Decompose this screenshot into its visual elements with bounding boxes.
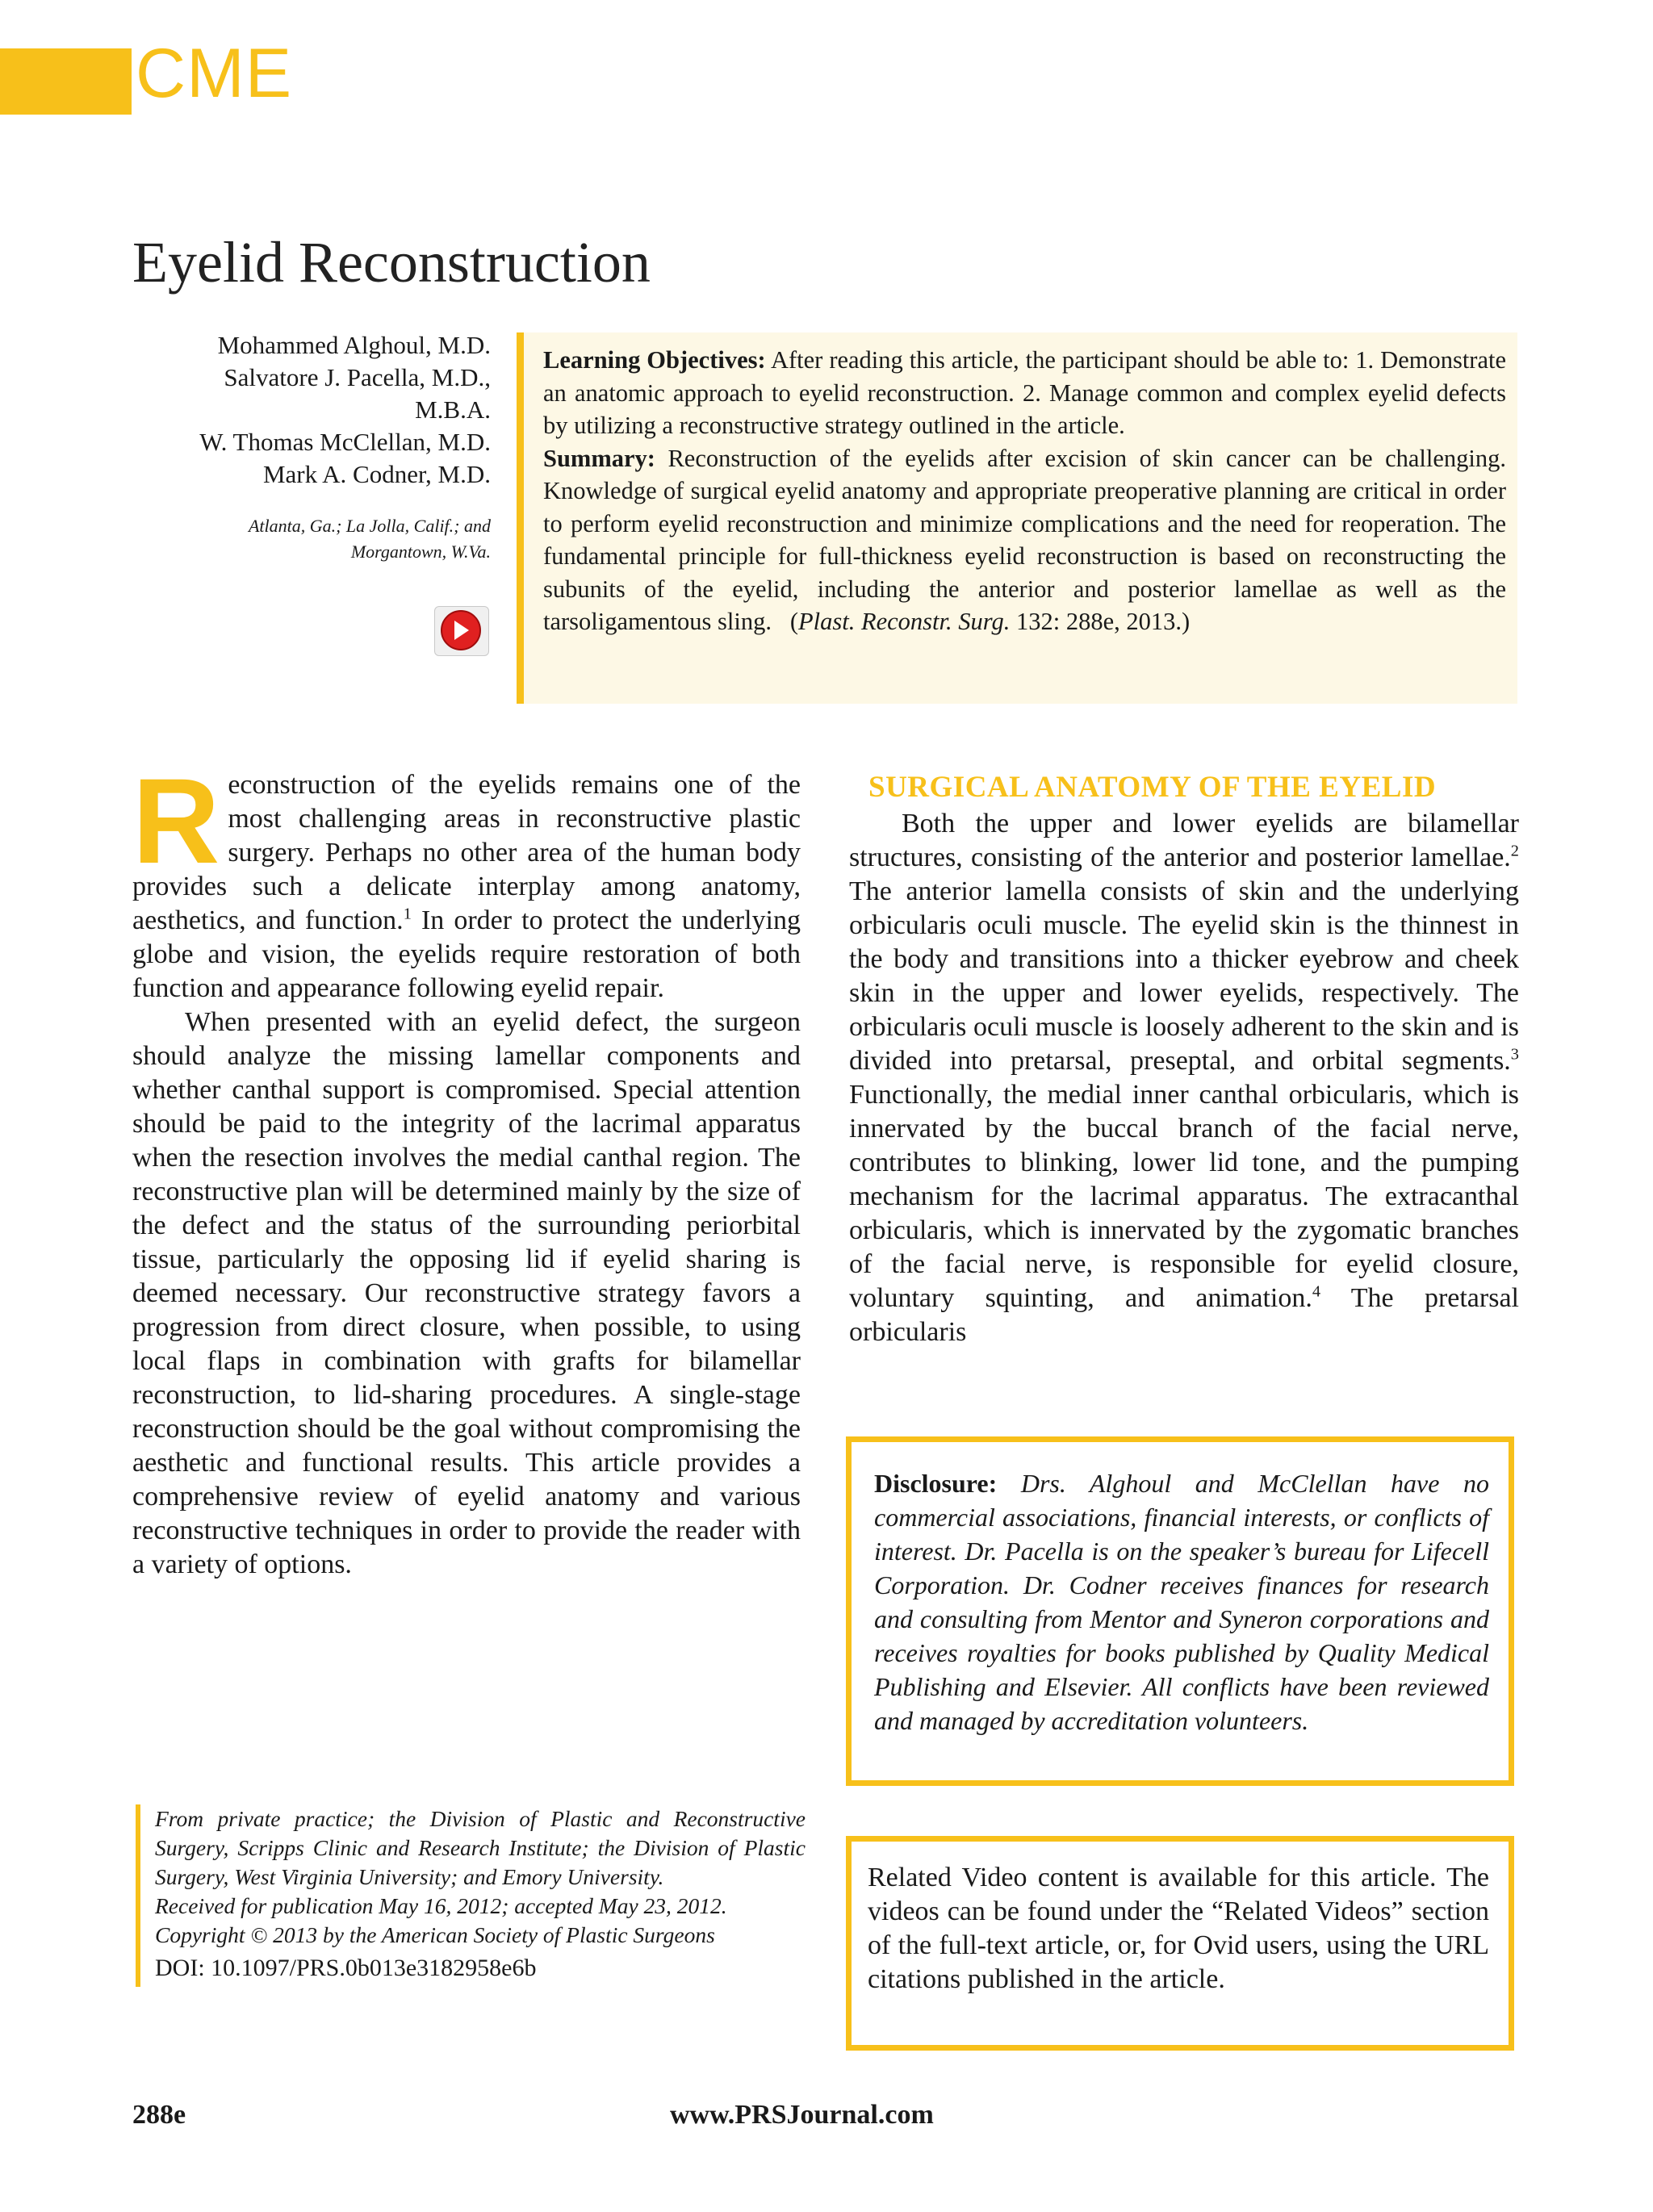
learning-objectives [543,344,1506,442]
video-play-icon[interactable] [434,606,489,656]
paragraph-text: Both the upper and lower eyelids are bilamellar structures, consisting of the anterior and posterior lamellae. [849,809,1519,872]
objectives-text: After reading this article, the participant should be able to: 1. Demonstrate an anatomic approach to eyelid reconstruction. 2. Manage common and complex eyelid defects by utilizing a reconstructive strategy outlined in the article. [543,346,1507,439]
author-name: M.B.A. [415,395,491,424]
section-color-bar [0,48,132,115]
citation-details: 132: 288e, 2013.) [1010,608,1191,635]
objectives-label: Learning Objectives: [543,346,766,374]
author-locations [121,513,491,565]
citation-open: ( [789,608,798,635]
reference-marker[interactable]: 2 [1510,842,1519,860]
footnote [136,1804,806,1987]
location-line: Morgantown, W.Va. [350,542,491,562]
reference-marker[interactable]: 3 [1510,1045,1519,1064]
paragraph-text: The pretarsal orbicularis [849,1283,1519,1347]
author-name: Salvatore J. Pacella, M.D., [224,363,491,391]
author-list [121,329,491,491]
drop-cap: R [132,753,220,889]
author-name: Mark A. Codner, M.D. [262,460,491,488]
paragraph-text: Functionally, the medial inner canthal orbicularis, which is innervated by the buccal branch of the facial nerve, contributes to blinking, lower lid tone, and the pumping mechanism for the lacrimal apparatus. The extracanthal orbicularis, which is innervated by the zygomatic branches of the facial nerve, is responsible for eyelid closure, voluntary squinting, and animation. [849,1080,1519,1313]
summary-label: Summary: [543,444,655,472]
journal-url-link[interactable]: www.PRSJournal.com [670,2100,934,2130]
play-triangle-icon [454,621,469,640]
author-name: W. Thomas McClellan, M.D. [199,428,491,456]
summary-text: Reconstruction of the eyelids after excision of skin cancer can be challenging. Knowledge of surgical eyelid anatomy and appropriate preoperative planning are critical in order to perform eyelid reconstruction and minimize complications and the need for reoperation. The fundamental principle for full-thickness eyelid reconstruction is based on reconstructing the subunits of the eyelid, including the anterior and posterior lamellae as well as the tarsoligamentous sling. [543,444,1507,635]
disclosure-text: Drs. Alghoul and McClellan have no commercial associations, financial interests, or conflicts of interest. Dr. Pacella is on the speaker’s bureau for Lifecell Corporation. Dr. Codner receives finances for research and consulting from Mentor and Syneron corporations and receives royalties for books published by Quality Medical Publishing and Elsevier. All conflicts have been reviewed and managed by accreditation volunteers. [874,1469,1489,1735]
body-paragraph [849,807,1519,1349]
location-line: Atlanta, Ga.; La Jolla, Calif.; and [248,516,491,536]
page-number: 288e [132,2100,186,2130]
paragraph-text: econstruction of the eyelids remains one of the most challenging areas in reconstructive plastic surgery. Perhaps no other area of the human body provides such a delicate interplay among anatomy, aesthetics, and function. [132,770,801,935]
body-paragraph: When presented with an eyelid defect, the surgeon should analyze the missing lamellar components and whether canthal support is compromised. Special attention should be paid to the integrity of the lacrimal apparatus when the resection involves the medial canthal region. The reconstructive plan will be determined mainly by the size of the defect and the status of the surrounding periorbital tissue, particularly the opposing lid if eyelid sharing is deemed necessary. Our reconstructive strategy favors a progression from direct closure, when possible, to using local flaps in combination with grafts for bilamellar reconstruction, to lid-sharing procedures. A single-stage reconstruction should be the goal without compromising the aesthetic and functional results. This article provides a comprehensive review of eyelid anatomy and various reconstructive techniques in order to provide the reader with a variety of options. [132,1007,801,1579]
body-paragraph [132,753,801,1006]
section-heading: SURGICAL ANATOMY OF THE EYELID [868,771,1437,804]
body-column-left [132,753,801,1582]
author-name: Mohammed Alghoul, M.D. [217,331,491,359]
doi[interactable]: DOI: 10.1097/PRS.0b013e3182958e6b [155,1955,537,1981]
footnote-received: Received for publication May 16, 2012; accepted May 23, 2012. [155,1893,727,1918]
citation-journal: Plast. Reconstr. Surg. [798,608,1011,635]
abstract-box [517,332,1517,704]
summary [543,442,1506,638]
article-title: Eyelid Reconstruction [132,230,651,295]
reference-marker[interactable]: 4 [1312,1282,1321,1301]
body-column-right [849,768,1519,1349]
disclosure-box [846,1436,1514,1786]
footnote-copyright: Copyright © 2013 by the American Society of Plastic Surgeons [155,1922,715,1947]
related-video-box: Related Video content is available for this article. The videos can be found under the “Related Videos” section of the full-text article, or, for Ovid users, using the URL citations published in the article. [846,1836,1514,2051]
reference-marker[interactable]: 1 [403,905,412,923]
paragraph-text: The anterior lamella consists of skin and the underlying orbicularis oculi muscle. The eyelid skin is the thinnest in the body and transitions into a thicker eyebrow and cheek skin in the upper and lower eyelids, respectively. The orbicularis oculi muscle is loosely adherent to the skin and is divided into pretarsal, preseptal, and orbital segments. [849,876,1519,1076]
paragraph-text: In order to protect the underlying globe and vision, the eyelids require restoration of both function and appearance following eyelid repair. [132,905,801,1003]
footnote-affiliation: From private practice; the Division of Plastic and Reconstructive Surgery, Scripps Clinic and Research Institute; the Division of Plastic Surgery, West Virginia University; and Emory University. [155,1806,806,1889]
section-tag: CME [136,35,293,112]
disclosure-label: Disclosure: [874,1469,998,1498]
